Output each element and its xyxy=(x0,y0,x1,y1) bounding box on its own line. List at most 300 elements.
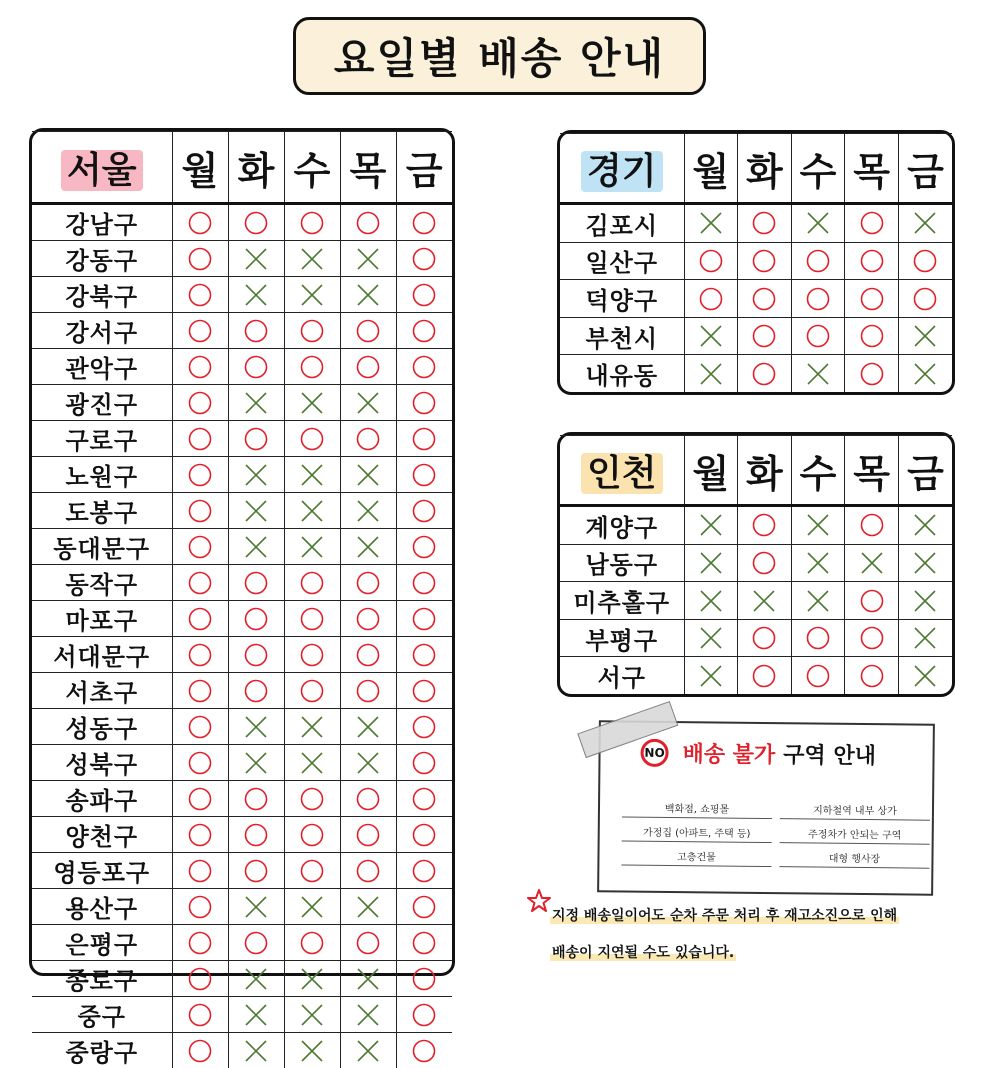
district-name: 덕양구 xyxy=(560,280,684,318)
table-row xyxy=(32,997,452,1033)
cross-icon xyxy=(299,246,325,272)
circle-icon xyxy=(243,678,269,704)
unavailable-cell xyxy=(228,493,284,529)
unavailable-cell xyxy=(340,889,396,925)
cross-icon xyxy=(698,625,724,651)
available-cell xyxy=(172,961,228,997)
table-row xyxy=(32,204,452,241)
district-name: 부천시 xyxy=(560,317,684,355)
circle-icon xyxy=(355,606,381,632)
circle-icon xyxy=(411,1038,437,1064)
unavailable-cell xyxy=(228,457,284,493)
cross-icon xyxy=(355,246,381,272)
day-header-4: 금 xyxy=(898,134,952,204)
list-item: 백화점, 쇼핑몰 xyxy=(622,802,772,819)
unavailable-cell xyxy=(340,709,396,745)
table-row xyxy=(560,657,952,694)
circle-icon xyxy=(187,534,213,560)
page-title: 요일별 배송 안내 xyxy=(293,17,706,95)
circle-icon xyxy=(299,426,325,452)
available-cell xyxy=(396,204,452,241)
cross-icon xyxy=(912,512,938,538)
circle-icon xyxy=(912,248,938,274)
region-name: 경기 xyxy=(587,143,657,194)
available-cell xyxy=(172,853,228,889)
circle-icon xyxy=(411,462,437,488)
unavailable-cell xyxy=(898,582,952,620)
available-cell xyxy=(284,817,340,853)
circle-icon xyxy=(187,426,213,452)
circle-icon xyxy=(411,930,437,956)
circle-icon xyxy=(187,966,213,992)
district-name: 종로구 xyxy=(32,961,172,997)
circle-icon xyxy=(751,248,777,274)
unavailable-cell xyxy=(228,961,284,997)
unavailable-cell xyxy=(845,544,899,582)
available-cell xyxy=(845,317,899,355)
circle-icon xyxy=(859,625,885,651)
circle-icon xyxy=(698,286,724,312)
gyeonggi-schedule-table xyxy=(557,130,955,395)
available-cell xyxy=(284,565,340,601)
available-cell xyxy=(396,385,452,421)
region-name: 인천 xyxy=(587,445,657,496)
gyeonggi-table xyxy=(560,133,952,392)
available-cell xyxy=(396,277,452,313)
available-cell xyxy=(791,242,845,280)
available-cell xyxy=(340,925,396,961)
available-cell xyxy=(340,421,396,457)
circle-icon xyxy=(187,858,213,884)
circle-icon xyxy=(299,822,325,848)
day-header-1: 화 xyxy=(738,436,792,506)
available-cell xyxy=(228,817,284,853)
district-name: 용산구 xyxy=(32,889,172,925)
circle-icon xyxy=(805,625,831,651)
table-row xyxy=(32,709,452,745)
seoul-schedule-table xyxy=(29,128,455,976)
table-row xyxy=(560,619,952,657)
circle-icon xyxy=(411,1002,437,1028)
table-row xyxy=(32,529,452,565)
list-item: 대형 행사장 xyxy=(779,852,929,869)
day-header-4: 금 xyxy=(396,132,452,204)
unavailable-cell xyxy=(228,889,284,925)
available-cell xyxy=(228,349,284,385)
unavailable-cell xyxy=(284,529,340,565)
table-row xyxy=(560,544,952,582)
unavailable-cell xyxy=(898,317,952,355)
circle-icon xyxy=(243,822,269,848)
available-cell xyxy=(396,601,452,637)
table-row xyxy=(32,673,452,709)
available-cell xyxy=(791,317,845,355)
incheon-schedule-table xyxy=(557,432,955,697)
cross-icon xyxy=(355,714,381,740)
cross-icon xyxy=(355,498,381,524)
list-item: 가정집 (아파트, 주택 등) xyxy=(622,826,772,843)
cross-icon xyxy=(805,512,831,538)
circle-icon xyxy=(355,678,381,704)
available-cell xyxy=(172,601,228,637)
cross-icon xyxy=(912,550,938,576)
available-cell xyxy=(738,506,792,545)
circle-icon xyxy=(355,858,381,884)
circle-icon xyxy=(299,354,325,380)
unavailable-cell xyxy=(898,544,952,582)
cross-icon xyxy=(698,210,724,236)
circle-icon xyxy=(243,606,269,632)
circle-icon xyxy=(859,588,885,614)
circle-icon xyxy=(411,822,437,848)
circle-icon xyxy=(859,663,885,689)
circle-icon xyxy=(805,286,831,312)
circle-icon xyxy=(187,750,213,776)
district-name: 송파구 xyxy=(32,781,172,817)
district-name: 관악구 xyxy=(32,349,172,385)
available-cell xyxy=(340,853,396,889)
cross-icon xyxy=(355,750,381,776)
circle-icon xyxy=(411,282,437,308)
cross-icon xyxy=(243,1038,269,1064)
available-cell xyxy=(396,781,452,817)
circle-icon xyxy=(355,318,381,344)
cross-icon xyxy=(299,750,325,776)
available-cell xyxy=(396,637,452,673)
circle-icon xyxy=(355,354,381,380)
available-cell xyxy=(845,506,899,545)
unavailable-cell xyxy=(284,889,340,925)
cross-icon xyxy=(243,534,269,560)
circle-icon xyxy=(355,786,381,812)
unavailable-cell xyxy=(284,1033,340,1068)
table-row xyxy=(560,242,952,280)
available-cell xyxy=(228,601,284,637)
unavailable-cell xyxy=(898,506,952,545)
table-row xyxy=(560,317,952,355)
circle-icon xyxy=(243,210,269,236)
circle-icon xyxy=(243,354,269,380)
unavailable-cell xyxy=(228,529,284,565)
district-name: 구로구 xyxy=(32,421,172,457)
available-cell xyxy=(845,242,899,280)
available-cell xyxy=(684,242,738,280)
cross-icon xyxy=(912,323,938,349)
available-cell xyxy=(738,657,792,694)
available-cell xyxy=(228,637,284,673)
unavailable-cell xyxy=(898,619,952,657)
circle-icon xyxy=(751,361,777,387)
circle-icon xyxy=(751,323,777,349)
table-row xyxy=(32,457,452,493)
district-name: 일산구 xyxy=(560,242,684,280)
footnote-line-1: 지정 배송일이어도 순차 주문 처리 후 재고소진으로 인해 xyxy=(550,905,899,925)
available-cell xyxy=(340,781,396,817)
available-cell xyxy=(228,421,284,457)
circle-icon xyxy=(751,550,777,576)
unavailable-cell xyxy=(684,619,738,657)
available-cell xyxy=(396,457,452,493)
unavailable-cell xyxy=(284,457,340,493)
circle-icon xyxy=(411,534,437,560)
table-row xyxy=(560,582,952,620)
circle-icon xyxy=(859,512,885,538)
available-cell xyxy=(340,349,396,385)
circle-icon xyxy=(805,248,831,274)
unavailable-cell xyxy=(684,657,738,694)
circle-icon xyxy=(243,426,269,452)
unavailable-cell xyxy=(340,745,396,781)
unavailable-cell xyxy=(340,277,396,313)
table-row xyxy=(32,277,452,313)
cross-icon xyxy=(299,282,325,308)
circle-icon xyxy=(859,286,885,312)
available-cell xyxy=(284,673,340,709)
region-header-cell xyxy=(32,132,172,204)
available-cell xyxy=(172,673,228,709)
region-header-cell xyxy=(560,436,684,506)
circle-icon xyxy=(187,822,213,848)
available-cell xyxy=(845,619,899,657)
circle-icon xyxy=(805,663,831,689)
region-name: 서울 xyxy=(67,142,137,193)
circle-icon xyxy=(299,930,325,956)
circle-icon xyxy=(411,606,437,632)
district-name: 서구 xyxy=(560,657,684,694)
circle-icon xyxy=(187,462,213,488)
circle-icon xyxy=(355,642,381,668)
district-name: 노원구 xyxy=(32,457,172,493)
no-delivery-notice xyxy=(597,720,935,896)
table-row xyxy=(560,280,952,318)
cross-icon xyxy=(299,462,325,488)
cross-icon xyxy=(698,512,724,538)
cross-icon xyxy=(355,390,381,416)
cross-icon xyxy=(751,588,777,614)
circle-icon xyxy=(912,286,938,312)
unavailable-cell xyxy=(284,709,340,745)
available-cell xyxy=(738,204,792,243)
cross-icon xyxy=(859,550,885,576)
available-cell xyxy=(172,781,228,817)
circle-icon xyxy=(411,750,437,776)
cross-icon xyxy=(299,1002,325,1028)
available-cell xyxy=(172,745,228,781)
district-name: 양천구 xyxy=(32,817,172,853)
unavailable-cell xyxy=(340,493,396,529)
available-cell xyxy=(172,385,228,421)
unavailable-cell xyxy=(898,355,952,392)
table-row xyxy=(32,817,452,853)
unavailable-cell xyxy=(684,544,738,582)
unavailable-cell xyxy=(340,1033,396,1068)
circle-icon xyxy=(187,1038,213,1064)
available-cell xyxy=(172,241,228,277)
star-icon xyxy=(526,888,552,914)
available-cell xyxy=(396,1033,452,1068)
available-cell xyxy=(845,355,899,392)
unavailable-cell xyxy=(898,204,952,243)
circle-icon xyxy=(299,318,325,344)
circle-icon xyxy=(243,786,269,812)
available-cell xyxy=(684,280,738,318)
circle-icon xyxy=(411,570,437,596)
circle-icon xyxy=(355,210,381,236)
district-name: 광진구 xyxy=(32,385,172,421)
available-cell xyxy=(396,853,452,889)
available-cell xyxy=(284,421,340,457)
table-row xyxy=(32,385,452,421)
available-cell xyxy=(845,280,899,318)
available-cell xyxy=(845,657,899,694)
cross-icon xyxy=(355,1002,381,1028)
district-name: 서초구 xyxy=(32,673,172,709)
circle-icon xyxy=(411,714,437,740)
circle-icon xyxy=(355,570,381,596)
circle-icon xyxy=(355,822,381,848)
table-row xyxy=(32,1033,452,1068)
available-cell xyxy=(172,204,228,241)
circle-icon xyxy=(751,512,777,538)
available-cell xyxy=(172,529,228,565)
cross-icon xyxy=(299,498,325,524)
circle-icon xyxy=(299,210,325,236)
circle-icon xyxy=(187,714,213,740)
notice-heading xyxy=(640,737,876,770)
table-row xyxy=(32,889,452,925)
available-cell xyxy=(396,709,452,745)
available-cell xyxy=(845,204,899,243)
district-name: 도봉구 xyxy=(32,493,172,529)
available-cell xyxy=(396,925,452,961)
circle-icon xyxy=(299,606,325,632)
day-header-1: 화 xyxy=(738,134,792,204)
circle-icon xyxy=(698,248,724,274)
circle-icon xyxy=(411,390,437,416)
circle-icon xyxy=(187,930,213,956)
unavailable-cell xyxy=(684,204,738,243)
circle-icon xyxy=(187,570,213,596)
circle-icon xyxy=(187,246,213,272)
seoul-table xyxy=(32,131,452,1068)
cross-icon xyxy=(355,894,381,920)
district-name: 중구 xyxy=(32,997,172,1033)
unavailable-cell xyxy=(340,529,396,565)
circle-icon xyxy=(187,390,213,416)
region-header-cell xyxy=(560,134,684,204)
cross-icon xyxy=(698,550,724,576)
available-cell xyxy=(172,709,228,745)
available-cell xyxy=(396,817,452,853)
cross-icon xyxy=(299,894,325,920)
available-cell xyxy=(228,565,284,601)
cross-icon xyxy=(299,390,325,416)
available-cell xyxy=(172,565,228,601)
available-cell xyxy=(172,493,228,529)
available-cell xyxy=(284,637,340,673)
unavailable-cell xyxy=(228,997,284,1033)
circle-icon xyxy=(355,426,381,452)
cross-icon xyxy=(698,663,724,689)
available-cell xyxy=(340,637,396,673)
available-cell xyxy=(284,601,340,637)
available-cell xyxy=(228,204,284,241)
table-row xyxy=(32,601,452,637)
circle-icon xyxy=(411,678,437,704)
unavailable-cell xyxy=(284,385,340,421)
circle-icon xyxy=(187,498,213,524)
unavailable-cell xyxy=(684,506,738,545)
available-cell xyxy=(172,997,228,1033)
circle-icon xyxy=(187,354,213,380)
cross-icon xyxy=(355,282,381,308)
unavailable-cell xyxy=(228,385,284,421)
unavailable-cell xyxy=(340,457,396,493)
day-header-3: 목 xyxy=(845,436,899,506)
unavailable-cell xyxy=(228,277,284,313)
day-header-0: 월 xyxy=(684,436,738,506)
cross-icon xyxy=(912,663,938,689)
district-name: 계양구 xyxy=(560,506,684,545)
available-cell xyxy=(738,280,792,318)
cross-icon xyxy=(698,588,724,614)
available-cell xyxy=(396,529,452,565)
list-item: 주정차가 안되는 구역 xyxy=(780,828,930,845)
cross-icon xyxy=(912,588,938,614)
cross-icon xyxy=(299,534,325,560)
cross-icon xyxy=(805,210,831,236)
circle-icon xyxy=(187,1002,213,1028)
day-header-0: 월 xyxy=(684,134,738,204)
district-name: 마포구 xyxy=(32,601,172,637)
district-name: 은평구 xyxy=(32,925,172,961)
circle-icon xyxy=(243,858,269,884)
table-row xyxy=(32,781,452,817)
available-cell xyxy=(396,313,452,349)
cross-icon xyxy=(355,966,381,992)
circle-icon xyxy=(411,498,437,524)
unavailable-cell xyxy=(791,355,845,392)
available-cell xyxy=(396,241,452,277)
circle-icon xyxy=(187,606,213,632)
district-name: 영등포구 xyxy=(32,853,172,889)
table-row xyxy=(32,349,452,385)
district-name: 서대문구 xyxy=(32,637,172,673)
unavailable-cell xyxy=(284,961,340,997)
circle-icon xyxy=(859,361,885,387)
table-row xyxy=(32,565,452,601)
circle-icon xyxy=(187,678,213,704)
circle-icon xyxy=(751,625,777,651)
available-cell xyxy=(396,745,452,781)
circle-icon xyxy=(299,570,325,596)
notice-title-rest: 구역 안내 xyxy=(783,738,876,770)
available-cell xyxy=(791,280,845,318)
circle-icon xyxy=(299,642,325,668)
available-cell xyxy=(396,349,452,385)
circle-icon xyxy=(411,966,437,992)
cross-icon xyxy=(355,1038,381,1064)
circle-icon xyxy=(187,894,213,920)
unavailable-cell xyxy=(791,506,845,545)
circle-icon xyxy=(243,642,269,668)
unavailable-cell xyxy=(340,241,396,277)
circle-icon xyxy=(411,354,437,380)
available-cell xyxy=(228,673,284,709)
circle-icon xyxy=(751,663,777,689)
circle-icon xyxy=(411,894,437,920)
cross-icon xyxy=(299,1038,325,1064)
